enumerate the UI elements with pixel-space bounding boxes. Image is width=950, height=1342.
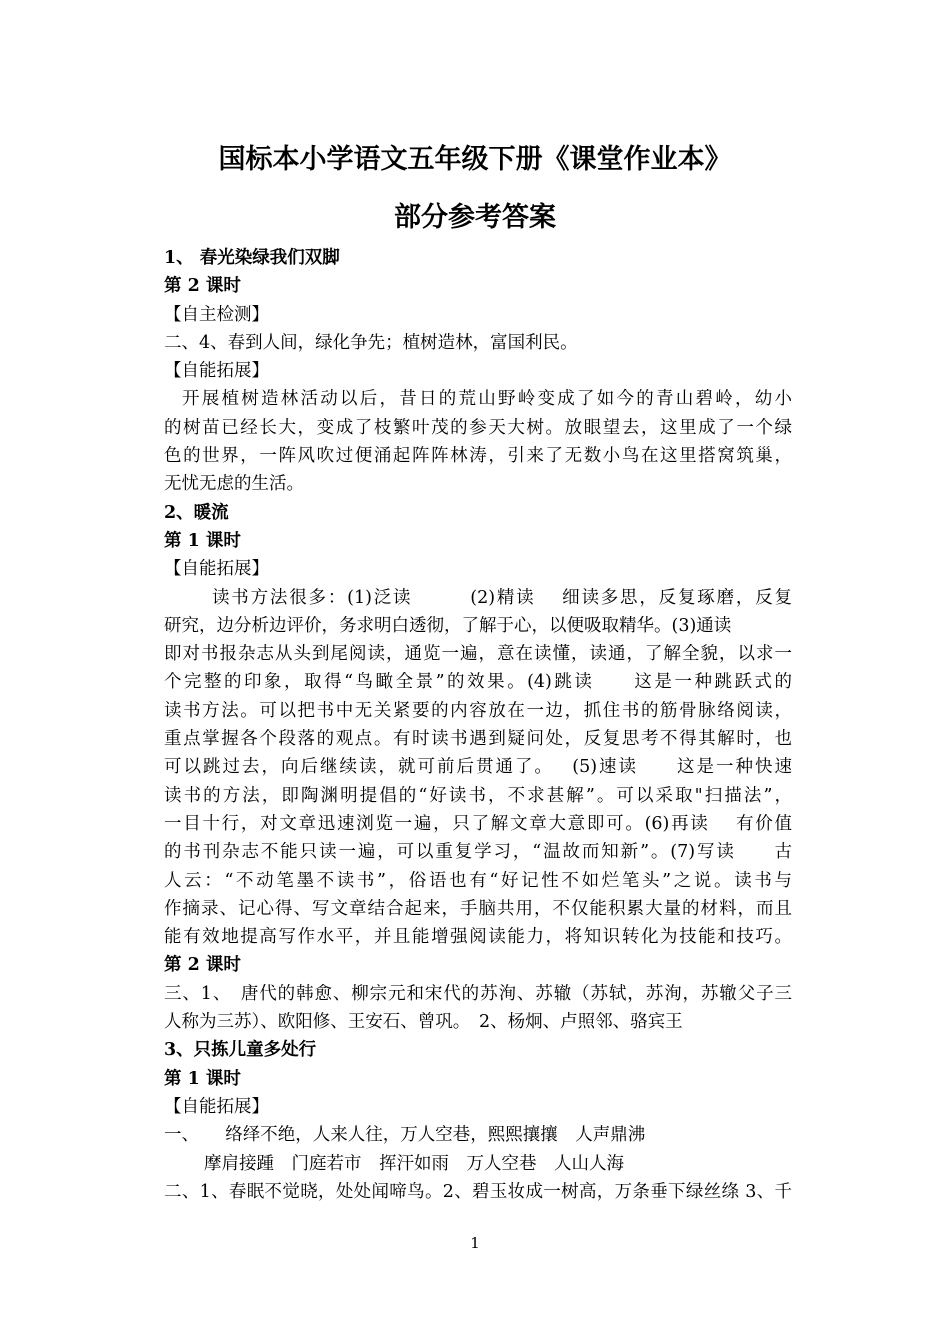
text-line: 人云：“不动笔墨不读书”，俗语也有“好记性不如烂笔头”之说。读书与	[164, 870, 792, 891]
document-title: 国标本小学语文五年级下册《课堂作业本》	[218, 144, 732, 175]
text-line: 作摘录、记心得、写文章结合起来，手脑共用，不仅能积累大量的材料，而且	[164, 898, 792, 919]
document-subtitle: 部分参考答案	[394, 202, 556, 233]
text-line: 能有效地提高写作水平，并且能增强阅读能力，将知识转化为技能和技巧。	[164, 927, 792, 948]
text-line: 人称为三苏）、欧阳修、王安石、曾巩。 2、杨炯、卢照邻、骆宾王	[164, 1012, 683, 1033]
text-line: 个完整的印象，取得“鸟瞰全景”的效果。(4)跳读 这是一种跳跃式的	[164, 672, 792, 693]
text-line: 即对书报杂志从头到尾阅读，通览一遍，意在读懂，读通，了解全貌，以求一	[164, 644, 792, 665]
text-line: 无忧无虑的生活。	[164, 474, 304, 495]
text-line: 研究，边分析边评价，务求明白透彻，了解于心，以便吸取精华。(3)通读	[164, 615, 732, 636]
text-line: 读书的方法，即陶渊明提倡的“好读书，不求甚解”。可以采取"扫描法”，	[164, 785, 792, 806]
text-line: 的树苗已经长大，变成了枝繁叶茂的参天大树。放眼望去，这里成了一个绿	[164, 417, 792, 438]
text-line: 可以跳过去，向后继续读，就可前后贯通了。 (5)速读 这是一种快速	[164, 757, 792, 778]
text-line: 色的世界，一阵风吹过便涌起阵阵林涛，引来了无数小鸟在这里搭窝筑巢，	[164, 446, 792, 467]
text-line: 【自能拓展】	[164, 1096, 269, 1117]
text-line: 第 1 课时	[164, 1068, 241, 1089]
text-line: 2、暖流	[164, 502, 229, 523]
text-line: 摩肩接踵 门庭若市 挥汗如雨 万人空巷 人山人海	[204, 1153, 624, 1174]
text-line: 【自能拓展】	[164, 361, 269, 382]
text-line: 重点掌握各个段落的观点。有时读书遇到疑问处，反复思考不得其解时，也	[164, 729, 792, 750]
text-line: 一目十行，对文章迅速浏览一遍，只了解文章大意即可。(6)再读 有价值	[164, 813, 792, 834]
text-line: 二、4、春到人间，绿化争先；植树造林，富国利民。	[164, 332, 578, 353]
text-line: 一、 络绎不绝，人来人往，万人空巷，熙熙攘攘 人声鼎沸	[164, 1125, 646, 1146]
text-line: 【自能拓展】	[164, 559, 269, 580]
text-line: 第 2 课时	[164, 276, 241, 297]
text-line: 1、 春光染绿我们双脚	[164, 248, 340, 268]
text-line: 的书刊杂志不能只读一遍，可以重复学习，“温故而知新”。(7)写读 古	[164, 842, 792, 863]
text-line: 二、1、春眠不觉晓，处处闻啼鸟。2、碧玉妆成一树高，万条垂下绿丝绦 3、千	[164, 1181, 792, 1202]
document-body	[164, 244, 792, 1206]
text-line: 读书方法很多：(1)泛读 (2)精读 细读多思，反复琢磨，反复	[212, 587, 792, 608]
text-line: 三、1、 唐代的韩愈、柳宗元和宋代的苏洵、苏辙（苏轼，苏洵，苏辙父子三	[164, 983, 792, 1004]
text-line: 第 2 课时	[164, 955, 241, 976]
text-line: 【自主检测】	[164, 304, 269, 325]
page-number: 1	[470, 1234, 480, 1252]
text-line: 3、只拣儿童多处行	[164, 1040, 317, 1061]
text-line: 第 1 课时	[164, 530, 241, 551]
text-line: 读书方法。可以把书中无关紧要的内容放在一边，抓住书的筋骨脉络阅读，	[164, 700, 792, 721]
text-line: 开展植树造林活动以后，昔日的荒山野岭变成了如今的青山碧岭，幼小	[182, 389, 792, 410]
